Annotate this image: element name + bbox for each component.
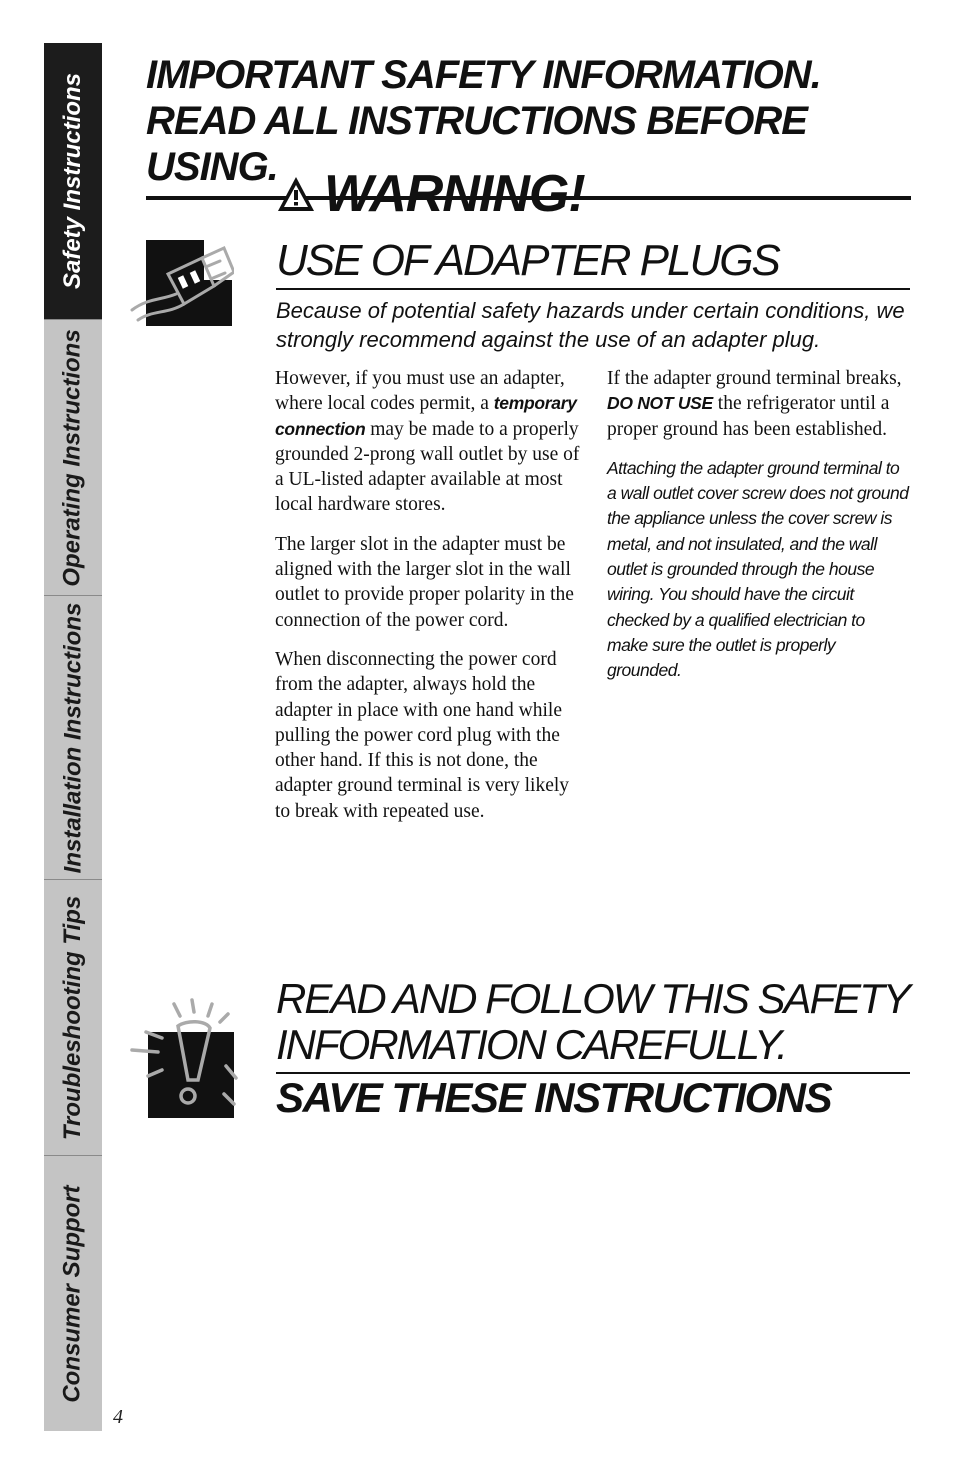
text: may be made to a properly grounded 2-prong wall outlet by use of a UL-listed adapter available at most local hardware stores. [275, 418, 580, 516]
closing-line-2: INFORMATION CAREFULLY. [276, 1021, 786, 1068]
text: the refrigerator until a proper ground has been established. [607, 393, 890, 440]
section-heading: USE OF ADAPTER PLUGS [276, 236, 910, 290]
closing-heading [276, 976, 910, 1074]
tab-installation-instructions[interactable] [44, 595, 102, 879]
tab-consumer-support[interactable] [44, 1155, 102, 1431]
title-line-1: IMPORTANT SAFETY INFORMATION. [146, 53, 821, 97]
paragraph: The larger slot in the adapter must be aligned with the larger slot in the wall outlet to provide proper polarity in the connection of the power cord. [275, 533, 574, 631]
emphasis: temporary connection [275, 393, 577, 439]
emphasis: DO NOT USE [607, 393, 713, 414]
tab-label: Safety Instructions [59, 72, 87, 290]
tab-label: Troubleshooting Tips [59, 895, 87, 1140]
warning-triangle-icon [276, 174, 316, 214]
paragraph [275, 366, 580, 518]
paragraph: When disconnecting the power cord from the adapter, always hold the adapter in place with one hand while pulling the power cord plug with the other hand. If this is not done, the adapter ground terminal is very likely to break with repeated use. [275, 648, 570, 822]
exclamation-alert-icon [128, 996, 238, 1122]
section-tabs [44, 43, 102, 1431]
title-line-2: READ ALL INSTRUCTIONS BEFORE USING. [146, 99, 807, 189]
tab-label: Operating Instructions [59, 328, 87, 587]
save-instructions-heading: SAVE THESE INSTRUCTIONS [276, 1074, 832, 1121]
tab-label: Installation Instructions [59, 602, 87, 873]
right-column [607, 366, 909, 684]
page-number: 4 [113, 1406, 123, 1428]
text: If the adapter ground terminal breaks, [607, 368, 902, 389]
tab-safety-instructions[interactable] [44, 43, 102, 319]
warning-label: WARNING! [324, 165, 585, 223]
section-lead: Because of potential safety hazards under certain conditions, we strongly recommend against the use of an adapter plug. [276, 298, 905, 352]
text: However, if you must use an adapter, where local codes permit, a [275, 368, 565, 415]
closing-line-1: READ AND FOLLOW THIS SAFETY [276, 975, 909, 1022]
tab-troubleshooting-tips[interactable] [44, 879, 102, 1155]
tab-operating-instructions[interactable] [44, 319, 102, 595]
adapter-plug-icon [128, 240, 234, 328]
left-column [275, 366, 580, 838]
warning-heading [276, 164, 585, 224]
paragraph [607, 366, 909, 442]
tab-label: Consumer Support [59, 1184, 86, 1403]
paragraph: Attaching the adapter ground terminal to a wall outlet cover screw does not ground the appliance unless the cover screw is metal, and not insulated, and the wall outlet is grounded through the house wiring. You should have the circuit checked by a qualified electrician to make sure the outlet is properly grounded. [607, 457, 909, 681]
